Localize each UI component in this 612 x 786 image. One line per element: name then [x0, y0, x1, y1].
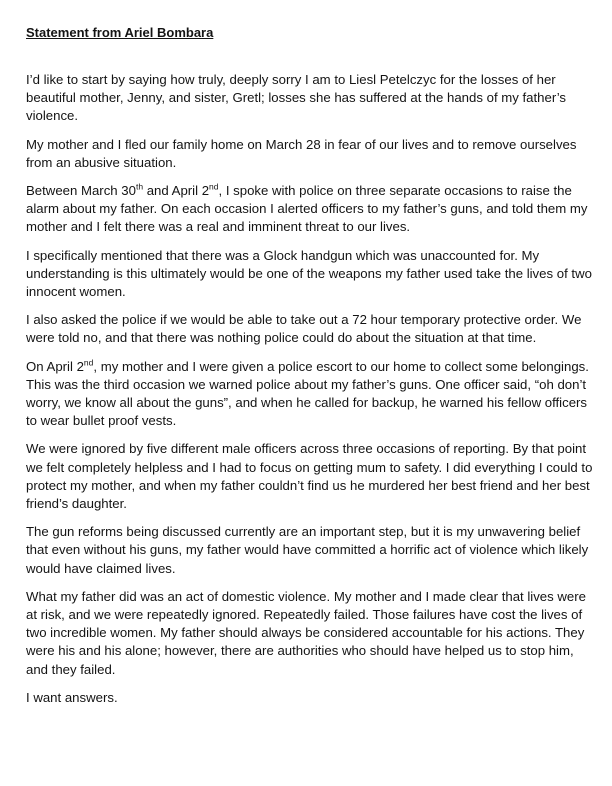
paragraph-text: , I spoke with police on three separate occasions to raise the alarm about my father. On each occasion I alerted officers to my father’s guns, and told them my mother and I felt there was a real and imminent threat to our lives. [26, 183, 588, 235]
statement-title: Statement from Ariel Bombara [26, 25, 214, 40]
paragraph-apology [26, 71, 596, 126]
paragraph-glock [26, 247, 596, 302]
paragraph-closing [26, 689, 596, 707]
paragraph-text: My mother and I fled our family home on March 28 in fear of our lives and to remove ourselves from an abusive situation. [26, 136, 577, 170]
paragraph-police-contact [26, 182, 596, 237]
ordinal-suffix: th [135, 181, 144, 192]
ordinal-suffix: nd [209, 181, 219, 192]
paragraph-text: and April 2 [143, 183, 210, 199]
paragraph-domestic-violence [26, 588, 596, 679]
paragraph-text: I also asked the police if we would be able to take out a 72 hour temporary protective order. We were told no, and that there was nothing police could do about the situation at that time. [26, 312, 582, 346]
paragraph-text: , my mother and I were given a police escort to our home to collect some belongings. This was the third occasion we warned police about my father’s guns. One officer said, “oh don’t worry, we know all about the guns”, and when he called for backup, he warned his fellow officers to wear bullet proof vests. [26, 358, 589, 429]
statement-page [26, 24, 596, 717]
paragraph-text: Between March 30 [26, 183, 136, 199]
paragraph-ignored [26, 440, 596, 513]
ordinal-suffix: nd [83, 357, 94, 368]
paragraph-text: I specifically mentioned that there was a Glock handgun which was unaccounted for. My understanding is this ultimately would be one of the weapons my father used take the lives of two innocent women. [26, 247, 592, 300]
paragraph-text: We were ignored by five different male officers across three occasions of reporting. By that point we felt completely helpless and I had to focus on getting mum to safety. I did everything I could to protect my mother, and when my father couldn’t find us he murdered her best friend and her best friend’s daughter. [26, 441, 593, 512]
paragraph-text: What my father did was an act of domestic violence. My mother and I made clear that lives were at risk, and we were repeatedly ignored. Repeatedly failed. Those failures have cost the lives of two incredible women. My father should always be considered accountable for his actions. They were his and his alone; however, there are authorities who should have helped us to stop him, and they failed. [26, 588, 586, 677]
paragraph-fled-home [26, 136, 596, 172]
paragraph-text: On April 2 [26, 358, 84, 374]
paragraph-gun-reforms [26, 523, 596, 578]
paragraph-text: I’d like to start by saying how truly, deeply sorry I am to Liesl Petelczyc for the losses of her beautiful mother, Jenny, and sister, Gretl; losses she has suffered at the hands of my father’s violence. [26, 72, 567, 124]
paragraph-text: The gun reforms being discussed currently are an important step, but it is my unwavering belief that even without his guns, my father would have committed a horrific act of violence which likely would have claimed lives. [26, 524, 589, 576]
paragraph-text: I want answers. [26, 689, 118, 705]
paragraph-police-escort [26, 358, 596, 431]
paragraph-protective-order [26, 311, 596, 347]
